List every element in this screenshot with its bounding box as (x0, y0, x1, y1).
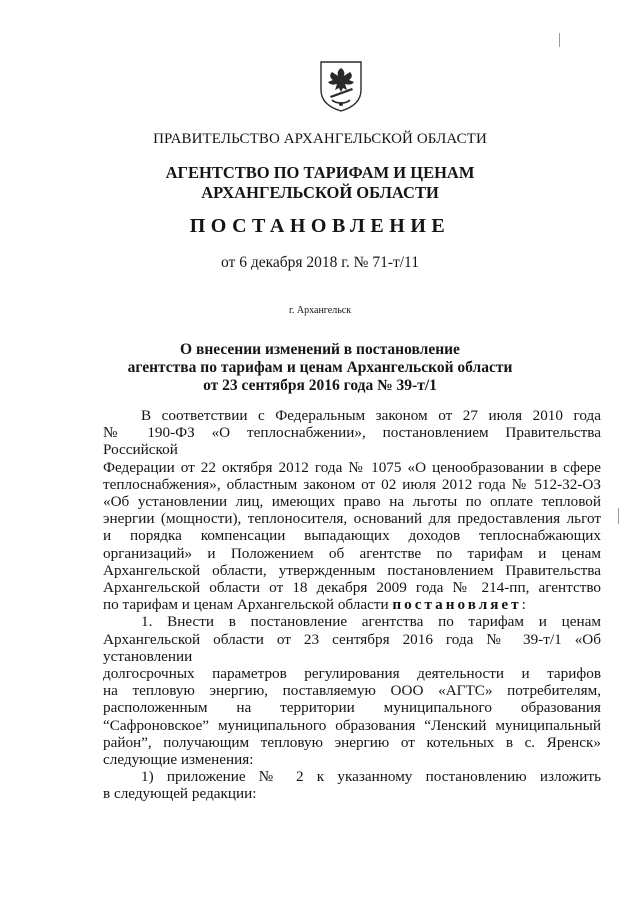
body-line: энергии (мощности), теплоносителя, оснований для предоставления льгот (103, 510, 601, 528)
coat-of-arms-icon (318, 60, 364, 112)
body-line: 1) приложение № 2 к указанному постановлению изложить (141, 768, 601, 786)
paragraph-subitem-1 (103, 768, 601, 802)
body-line: на тепловую энергию, поставляемую ООО «АГТС» потребителям, (103, 682, 601, 700)
title-line-1: О внесении изменений в постановление (180, 341, 460, 358)
body-line: по тарифам и ценам Архангельской области (103, 596, 389, 614)
body-line: долгосрочных параметров регулирования деятельности и тарифов (103, 665, 601, 683)
body-line: «Об установлении лиц, имеющих право на льготы по оплате тепловой (103, 493, 601, 511)
body-line: в следующей редакции: (103, 785, 257, 803)
paragraph-preamble (103, 407, 601, 613)
body-line: следующие изменения: (103, 751, 254, 769)
body-line: район”, получающим тепловую энергию от котельных в с. Яренск» (103, 733, 601, 751)
title-line-3: от 23 сентября 2016 года № 39-т/1 (203, 377, 437, 394)
document-type: ПОСТАНОВЛЕНИЕ (189, 215, 451, 237)
body-line: теплоснабжения», областным законом от 02 июля 2012 года № 512-32-ОЗ (103, 475, 601, 493)
body-line: № 190-ФЗ «О теплоснабжении», постановлением Правительства Российской (103, 424, 601, 459)
document-body (103, 407, 601, 803)
document-city: г. Архангельск (288, 305, 352, 316)
agency-name-line-2: АРХАНГЕЛЬСКОЙ ОБЛАСТИ (201, 183, 439, 202)
body-line: Федерации от 22 октября 2012 года № 1075 «О ценообразовании в сфере (103, 458, 601, 476)
paragraph-item-1 (103, 613, 601, 768)
scan-mark (559, 33, 560, 47)
resolves-word: постановляет (392, 596, 522, 614)
body-line-resolves (103, 596, 601, 613)
body-line: Архангельской области от 23 сентября 2016 года № 39-т/1 «Об установлении (103, 630, 601, 665)
body-line: 1. Внести в постановление агентства по тарифам и ценам (141, 613, 601, 631)
body-line: расположенным на территории муниципального образования (103, 699, 601, 717)
body-line: В соответствии с Федеральным законом от 27 июля 2010 года (141, 407, 601, 424)
body-line: Архангельской области от 18 декабря 2009 года № 214-пп, агентство (103, 579, 601, 597)
government-name: ПРАВИТЕЛЬСТВО АРХАНГЕЛЬСКОЙ ОБЛАСТИ (153, 131, 487, 147)
body-line: организаций» и Положением об агентстве по тарифам и ценам (103, 544, 601, 562)
body-line: и порядка компенсации выпадающих доходов теплоснабжающих (103, 527, 601, 545)
body-line: Архангельской области, утвержденным постановлением Правительства (103, 561, 601, 579)
agency-name-line-1: АГЕНТСТВО ПО ТАРИФАМ И ЦЕНАМ (165, 163, 475, 182)
document-title (0, 341, 640, 395)
body-line: “Сафроновское” муниципального образования “Ленский муниципальный (103, 716, 601, 734)
agency-name (0, 163, 640, 203)
resolves-colon: : (521, 596, 526, 614)
scan-mark (618, 508, 619, 524)
document-date-number: от 6 декабря 2018 г. № 71-т/11 (221, 254, 419, 271)
title-line-2: агентства по тарифам и ценам Архангельской области (127, 359, 513, 376)
